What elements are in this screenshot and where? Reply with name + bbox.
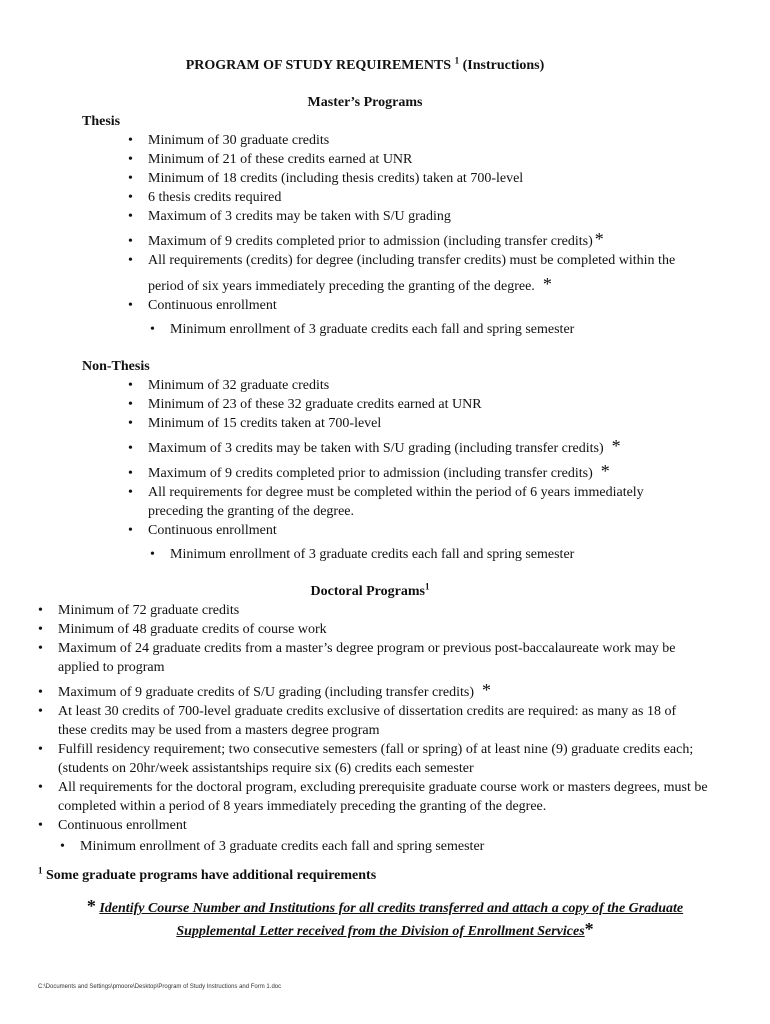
file-path-footer: C:\Documents and Settings\pmoore\Desktop\Program of Study Instructions and Form 1.doc xyxy=(38,984,282,990)
asterisk-mark: * xyxy=(482,680,491,700)
list-item-continued: these credits may be used from a masters degree program xyxy=(58,723,380,738)
doctoral-list xyxy=(36,601,756,835)
nonthesis-sublist xyxy=(148,545,748,564)
list-item: • Minimum enrollment of 3 graduate credits each fall and spring semester xyxy=(148,545,748,564)
notice-line-1 xyxy=(0,896,770,919)
list-item: • Minimum of 48 graduate credits of course work xyxy=(36,620,756,639)
list-item: • Minimum of 15 credits taken at 700-level xyxy=(126,414,746,433)
list-item-continued: applied to program xyxy=(58,660,165,675)
title-suffix: (Instructions) xyxy=(462,58,545,73)
page-title xyxy=(0,56,730,75)
list-item: • Maximum of 24 graduate credits from a master’s degree program or previous post-baccalaureate work may be xyxy=(36,639,756,658)
list-item: • Minimum of 32 graduate credits xyxy=(126,376,746,395)
list-item: • Minimum of 23 of these 32 graduate credits earned at UNR xyxy=(126,395,746,414)
list-item-continued: completed within a period of 8 years immediately preceding the granting of the degree. xyxy=(58,799,547,814)
list-item: • Minimum of 72 graduate credits xyxy=(36,601,756,620)
asterisk-mark: * xyxy=(584,919,594,939)
nonthesis-list xyxy=(126,376,746,540)
list-item: • Minimum of 21 of these credits earned at UNR xyxy=(126,150,746,169)
asterisk-mark: * xyxy=(594,229,604,249)
footnote-mark: 1 xyxy=(38,865,43,876)
list-item: • Minimum of 30 graduate credits xyxy=(126,131,746,150)
nonthesis-label: Non-Thesis xyxy=(82,359,150,374)
list-item: • Maximum of 9 graduate credits of S/U grading (including transfer credits) * xyxy=(36,683,756,702)
title-footnote-mark: 1 xyxy=(454,55,460,66)
doctoral-heading-text: Doctoral Programs xyxy=(310,584,425,599)
title-text: PROGRAM OF STUDY REQUIREMENTS xyxy=(185,58,452,73)
doctoral-heading xyxy=(0,582,740,601)
list-item: • Continuous enrollment xyxy=(36,816,756,835)
list-item: • Minimum enrollment of 3 graduate credits each fall and spring semester xyxy=(58,837,738,856)
list-item: • Continuous enrollment xyxy=(126,521,746,540)
footnote xyxy=(38,866,376,885)
list-item: • Fulfill residency requirement; two consecutive semesters (fall or spring) of at least nine (9) graduate credits each; xyxy=(36,740,756,759)
list-item: • Maximum of 3 credits may be taken with S/U grading (including transfer credits) * xyxy=(126,439,746,458)
transfer-notice xyxy=(0,896,770,942)
list-item: • Minimum of 18 credits (including thesis credits) taken at 700-level xyxy=(126,169,746,188)
list-item: • 6 thesis credits required xyxy=(126,188,746,207)
thesis-sublist xyxy=(148,320,748,339)
asterisk-mark: * xyxy=(611,436,621,456)
list-item: • Minimum enrollment of 3 graduate credits each fall and spring semester xyxy=(148,320,748,339)
notice-text-2: Supplemental Letter received from the Division of Enrollment Services xyxy=(176,924,585,939)
list-item: • Maximum of 9 credits completed prior to admission (including transfer credits) * xyxy=(126,232,746,251)
notice-line-2 xyxy=(0,919,770,942)
doctoral-footnote-mark: 1 xyxy=(424,581,430,592)
masters-heading: Master’s Programs xyxy=(307,95,423,110)
list-item-continued: (students on 20hr/week assistantships require six (6) credits each semester xyxy=(58,761,474,776)
list-item: • All requirements (credits) for degree (including transfer credits) must be completed within the xyxy=(126,251,746,270)
list-item-continued: period of six years immediately preceding the granting of the degree. * xyxy=(148,274,552,294)
thesis-label: Thesis xyxy=(82,114,121,129)
asterisk-mark: * xyxy=(86,896,96,916)
list-item: • At least 30 credits of 700-level graduate credits exclusive of dissertation credits are required: as many as 18 of xyxy=(36,702,756,721)
list-item: • All requirements for the doctoral program, excluding prerequisite graduate course work or masters degrees, must be xyxy=(36,778,756,797)
notice-text-1: Identify Course Number and Institutions for all credits transferred and attach a copy of the Graduate xyxy=(99,901,684,916)
list-item: • Continuous enrollment xyxy=(126,296,746,315)
list-item: • Maximum of 9 credits completed prior to admission (including transfer credits) * xyxy=(126,464,746,483)
asterisk-mark: * xyxy=(542,274,552,294)
list-item: • Maximum of 3 credits may be taken with S/U grading xyxy=(126,207,746,226)
list-item: • All requirements for degree must be completed within the period of 6 years immediately xyxy=(126,483,746,502)
doctoral-sublist xyxy=(58,837,738,856)
asterisk-mark: * xyxy=(600,461,610,481)
list-item-continued: preceding the granting of the degree. xyxy=(148,504,355,519)
thesis-list xyxy=(126,131,746,315)
footnote-text: Some graduate programs have additional requirements xyxy=(46,868,377,883)
